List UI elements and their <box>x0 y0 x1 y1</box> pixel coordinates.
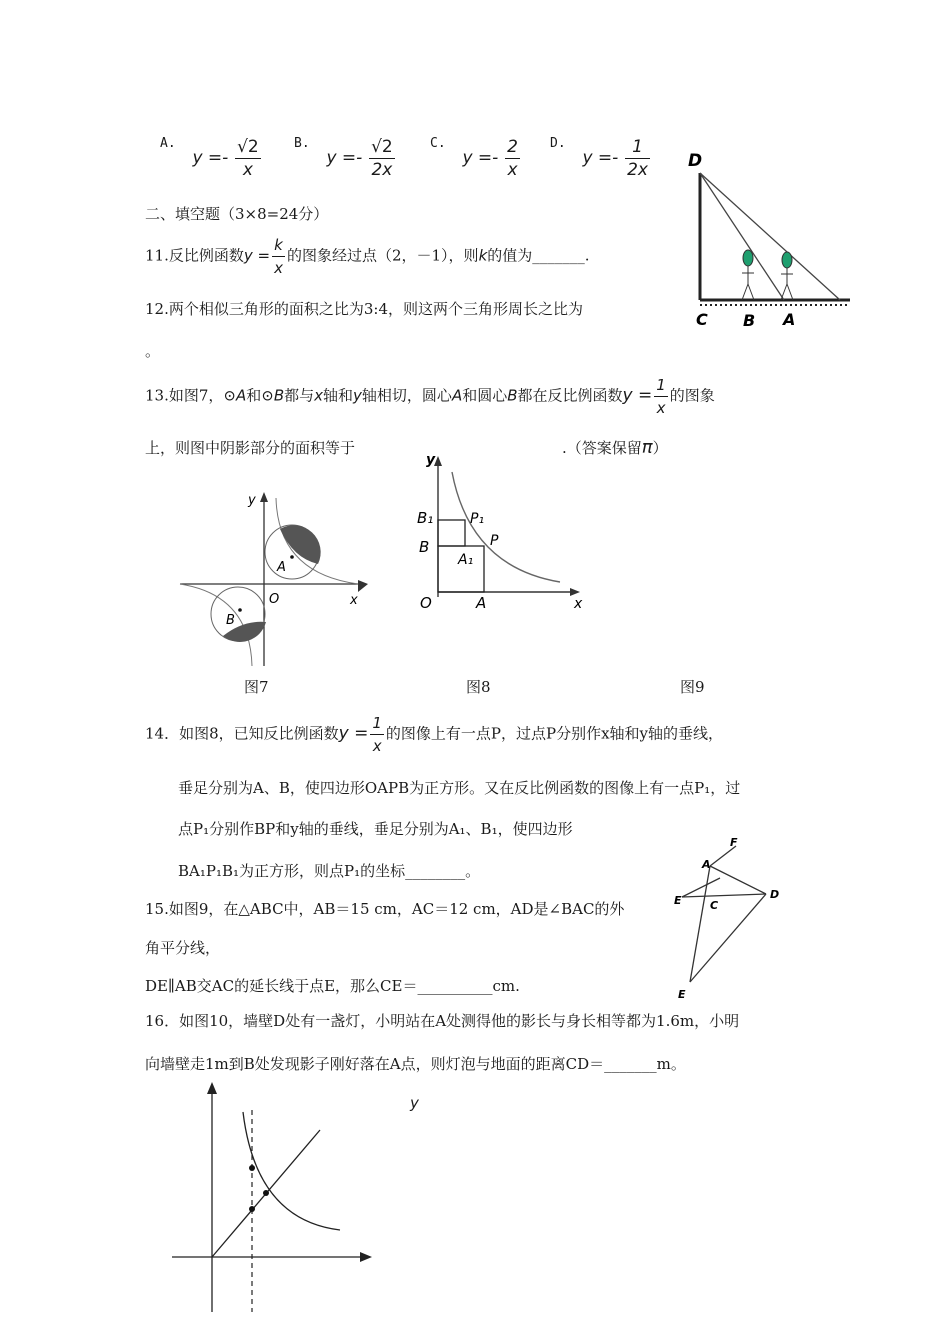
caption-figure-8: 图8 <box>466 678 491 696</box>
q14-fraction <box>370 712 384 757</box>
fraction-denominator: x <box>507 160 518 180</box>
option-fraction <box>625 136 650 181</box>
question-14-line2: 垂足分别为A、B，使四边形OAPB为正方形。又在反比例函数的图像上有一点P₁，过 <box>178 779 741 797</box>
axis-x-label: x <box>574 596 583 612</box>
option-lhs: y =- <box>582 147 619 168</box>
q11-prefix: 11.反比例函数 <box>145 246 244 265</box>
point-b1-label: B₁ <box>417 509 434 527</box>
question-14-line3: 点P₁分别作BP和y轴的垂线，垂足分别为A₁、B₁，使四边形 <box>178 820 573 838</box>
caption-figure-7: 图7 <box>244 678 269 696</box>
q13-text: ） <box>652 439 668 457</box>
origin-label: O <box>420 594 432 612</box>
option-lhs: y =- <box>192 147 229 168</box>
center-a-label: A <box>277 560 286 575</box>
option-d <box>550 136 652 181</box>
question-13-line1 <box>145 374 715 419</box>
label-c: C <box>696 310 708 329</box>
point-a-label: A <box>476 594 487 612</box>
point-p-label: P <box>490 533 499 549</box>
fraction-denominator: x <box>242 160 253 180</box>
fraction-numerator: √2 <box>371 137 393 157</box>
fraction-numerator: 1 <box>625 136 650 159</box>
lamp-shadow-figure <box>680 148 860 338</box>
pi-symbol: π <box>641 437 653 458</box>
option-fraction <box>235 136 261 181</box>
fraction-numerator: 1 <box>370 712 384 735</box>
q13-text: 轴和 <box>323 386 354 405</box>
point-p1-label: P₁ <box>470 511 485 527</box>
point-c-label: C <box>710 899 719 912</box>
fraction-numerator: 2 <box>507 137 518 157</box>
q13-text: 13.如图7，⊙ <box>145 386 236 405</box>
q13-b: B <box>507 386 518 405</box>
figure-7 <box>178 488 378 668</box>
q11-fraction <box>272 234 285 279</box>
question-11 <box>145 234 590 279</box>
q13-lhs: y = <box>622 385 653 406</box>
option-fraction <box>505 136 520 181</box>
question-15-line1: 15.如图9，在△ABC中，AB＝15 cm，AC＝12 cm，AD是∠BAC的外 <box>145 900 625 918</box>
fraction-denominator: 2x <box>627 160 648 180</box>
q11-blank: _______ <box>532 246 585 265</box>
label-b: B <box>743 311 756 330</box>
option-a <box>160 136 263 181</box>
question-12-line2: 。 <box>145 342 161 360</box>
question-15-line3: DE∥AB交AC的延长线于点E，那么CE＝__________cm. <box>145 977 520 995</box>
option-letter: B. <box>294 135 310 151</box>
q14-lhs: y = <box>338 723 369 744</box>
question-15-line2: 角平分线， <box>145 939 221 957</box>
figure-8 <box>410 452 590 617</box>
point-e-label: E <box>674 894 682 907</box>
q13-text: 和圆心 <box>462 386 508 405</box>
section-heading: 二、填空题（3×8=24分） <box>145 205 329 223</box>
q13-text: 和⊙ <box>246 386 274 405</box>
q13-a: A <box>235 386 247 405</box>
caption-figure-9: 图9 <box>680 678 705 696</box>
label-a: A <box>783 310 796 329</box>
q13-y: y <box>353 386 362 405</box>
option-lhs: y =- <box>462 147 499 168</box>
option-lhs: y =- <box>326 147 363 168</box>
q13-text: 都在反比例函数 <box>517 386 623 405</box>
q13-text: 都与 <box>284 386 315 405</box>
question-16-line2: 向墙壁走1m到B处发现影子刚好落在A点，则灯泡与地面的距离CD＝_______m。 <box>145 1055 686 1073</box>
axis-y-label: y <box>426 452 436 468</box>
option-c <box>430 136 522 181</box>
q13-a: A <box>451 386 463 405</box>
question-14-line1 <box>145 712 723 757</box>
question-16-line1: 16．如图10，墙壁D处有一盏灯，小明站在A处测得他的影长与身长相等都为1.6m，小明 <box>145 1012 740 1030</box>
option-letter: A. <box>160 135 176 151</box>
q14-prefix: 14．如图8，已知反比例函数 <box>145 724 339 743</box>
question-12-line1: 12.两个相似三角形的面积之比为3:4，则这两个三角形周长之比为 <box>145 300 583 318</box>
label-d: D <box>688 151 703 171</box>
q11-lhs: y = <box>243 246 271 265</box>
q14-text: 的图像上有一点P，过点P分别作x轴和y轴的垂线， <box>385 724 724 743</box>
center-b-label: B <box>226 613 235 628</box>
option-letter: C. <box>430 135 446 151</box>
fraction-numerator: √2 <box>237 137 259 157</box>
axis-y-label: y <box>248 493 256 508</box>
point-f-label: F <box>730 836 738 849</box>
point-b-label: B <box>419 538 430 556</box>
q13-fraction <box>654 374 668 419</box>
q11-k: k <box>478 246 488 265</box>
q11-end: . <box>584 246 590 265</box>
q13-text: 轴相切，圆心 <box>361 386 452 405</box>
point-a-label: A <box>702 858 711 871</box>
figure-10 <box>168 1080 378 1316</box>
q13-x: x <box>314 386 324 405</box>
fraction-numerator: 1 <box>654 374 668 397</box>
fraction-numerator: k <box>272 234 285 257</box>
point-a1-label: A₁ <box>458 552 474 568</box>
q13-text: 的图象 <box>669 386 715 405</box>
origin-label: O <box>269 592 280 607</box>
option-b <box>294 136 397 181</box>
figure-10-y-label: y <box>410 1094 419 1112</box>
q11-text: 的图象经过点（2，－1），则 <box>286 246 479 265</box>
q13-text: 上，则图中阴影部分的面积等于 <box>145 439 356 457</box>
q13-text: .（答案保留 <box>562 439 642 457</box>
fraction-denominator: 2x <box>371 160 393 180</box>
option-letter: D. <box>550 135 566 151</box>
point-d-label: D <box>770 888 780 901</box>
point-e-bottom-label: E <box>678 988 686 1001</box>
fraction-denominator: x <box>274 259 283 277</box>
q11-text-b: 的值为 <box>487 246 533 265</box>
q13-b: B <box>273 386 285 405</box>
axis-x-label: x <box>350 593 358 608</box>
fraction-denominator: x <box>656 399 666 417</box>
question-14-line4: BA₁P₁B₁为正方形，则点P₁的坐标________。 <box>178 862 481 880</box>
fraction-denominator: x <box>372 737 382 755</box>
option-fraction <box>369 136 395 181</box>
figure-9 <box>670 832 790 1007</box>
